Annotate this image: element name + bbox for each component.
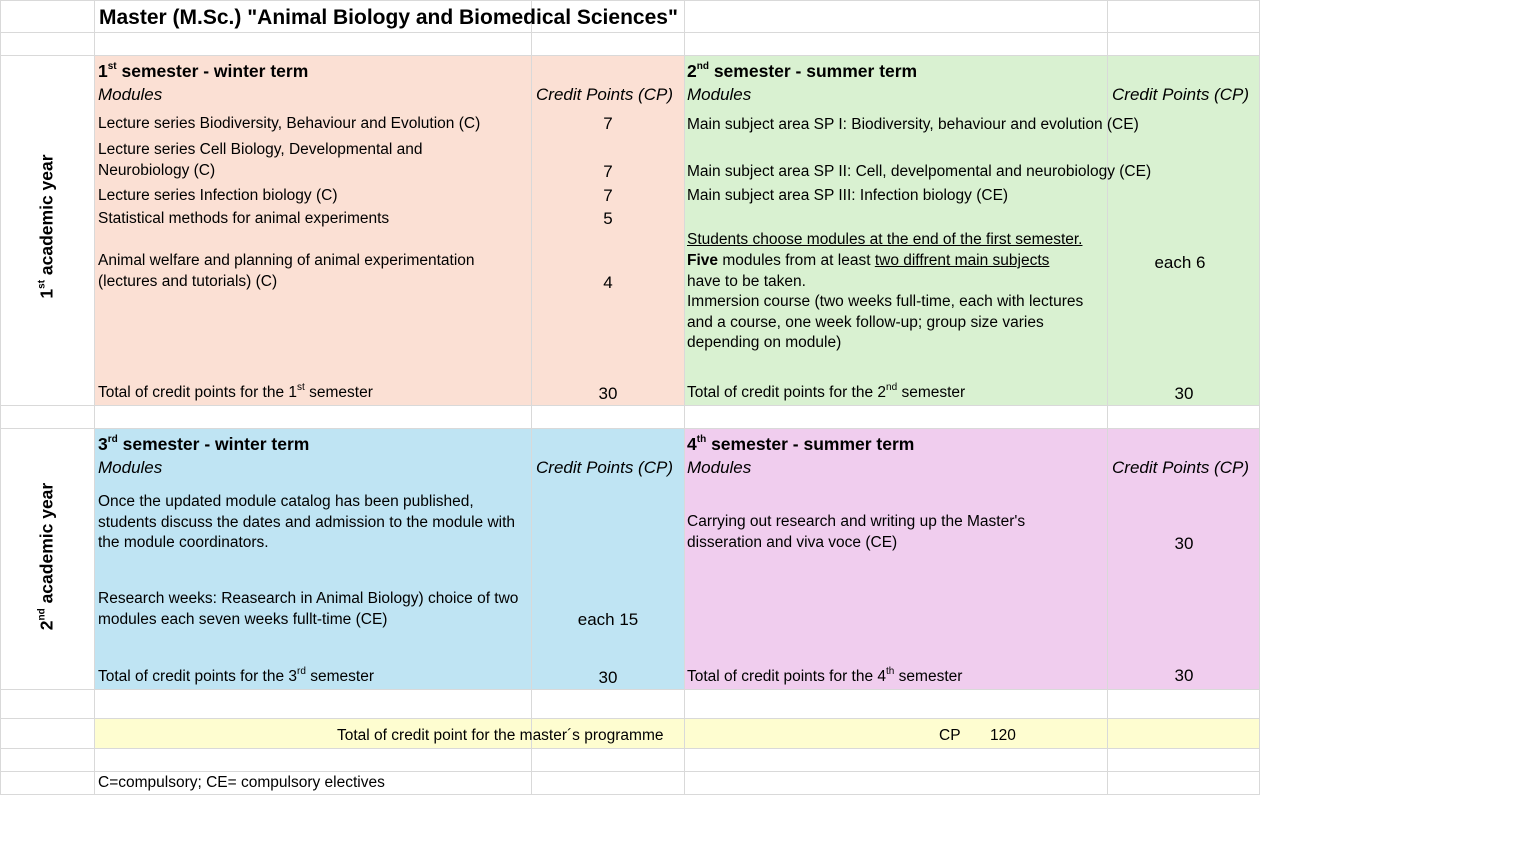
semester2-cp-label: Credit Points (CP) bbox=[1112, 85, 1249, 104]
programme-total-unit: CP bbox=[939, 727, 961, 744]
semester2-module-1: Main subject area SP I: Biodiversity, behaviour and evolution (CE) bbox=[687, 116, 1139, 133]
semester1-cp-1: 7 bbox=[603, 114, 613, 133]
semester2-modules-label: Modules bbox=[687, 85, 752, 104]
semester3-heading: 3rd semester - winter term bbox=[98, 434, 310, 454]
semester2-taken-note: have to be taken. bbox=[687, 273, 806, 290]
semester2-total-label: Total of credit points for the 2nd semester bbox=[687, 381, 966, 401]
semester4-total-cp: 30 bbox=[1174, 666, 1194, 685]
semester1-modules-label: Modules bbox=[98, 85, 163, 104]
semester4-thesis: Carrying out research and writing up the Master's disseration and viva voce (CE) bbox=[687, 513, 1026, 551]
semester2-each-cp: each 6 bbox=[1154, 253, 1206, 272]
semester1-cp-5: 4 bbox=[603, 273, 613, 292]
semester1-module-5: Animal welfare and planning of animal experimentation (lectures and tutorials) (C) bbox=[98, 252, 475, 290]
semester3-research-weeks: Research weeks: Reasearch in Animal Biology) choice of two modules each seven weeks fullt-time (CE) bbox=[98, 590, 519, 628]
semester1-module-1: Lecture series Biodiversity, Behaviour and Evolution (C) bbox=[98, 115, 481, 132]
programme-total-label: Total of credit point for the master´s programme bbox=[337, 727, 664, 744]
semester4-thesis-cp: 30 bbox=[1174, 534, 1194, 553]
semester3-cp-label: Credit Points (CP) bbox=[536, 458, 673, 477]
year-label-first: 1st academic year bbox=[36, 154, 57, 299]
semester4-heading: 4th semester - summer term bbox=[687, 434, 915, 454]
semester2-module-3: Main subject area SP III: Infection biology (CE) bbox=[687, 187, 1009, 204]
semester1-cp-2: 7 bbox=[603, 162, 613, 181]
semester2-total-cp: 30 bbox=[1174, 384, 1194, 403]
semester1-module-4: Statistical methods for animal experiments bbox=[98, 210, 390, 227]
semester3-modules-label: Modules bbox=[98, 458, 163, 477]
semester1-cp-4: 5 bbox=[603, 209, 613, 228]
semester3-total-label: Total of credit points for the 3rd semester bbox=[98, 665, 374, 685]
year-label-second: 2nd academic year bbox=[36, 482, 57, 631]
semester4-modules-label: Modules bbox=[687, 458, 752, 477]
semester1-total-cp: 30 bbox=[598, 384, 618, 403]
semester3-total-cp: 30 bbox=[598, 668, 618, 687]
semester1-module-3: Lecture series Infection biology (C) bbox=[98, 187, 338, 204]
semester2-immersion-note: Immersion course (two weeks full-time, each with lectures and a course, one week follow-up; group size varies depending on module) bbox=[687, 293, 1084, 351]
semester1-total-label: Total of credit points for the 1st semester bbox=[98, 381, 373, 401]
semester1-cp-3: 7 bbox=[603, 186, 613, 205]
semester1-module-2: Lecture series Cell Biology, Developmental and Neurobiology (C) bbox=[98, 141, 423, 179]
page-title: Master (M.Sc.) "Animal Biology and Biomedical Sciences" bbox=[99, 6, 678, 29]
semester1-heading: 1st semester - winter term bbox=[98, 61, 309, 81]
legend-note: C=compulsory; CE= compulsory electives bbox=[98, 774, 385, 791]
semester4-total-label: Total of credit points for the 4th semester bbox=[687, 665, 963, 685]
semester3-catalog-note: Once the updated module catalog has been published, students discuss the dates and admission to the module with the module coordinators. bbox=[98, 493, 516, 551]
semester2-module-2: Main subject area SP II: Cell, develpomental and neurobiology (CE) bbox=[687, 163, 1152, 180]
semester4-cp-label: Credit Points (CP) bbox=[1112, 458, 1249, 477]
programme-total-value: 120 bbox=[990, 727, 1016, 744]
semester2-heading: 2nd semester - summer term bbox=[687, 61, 918, 81]
semester1-cp-label: Credit Points (CP) bbox=[536, 85, 673, 104]
semester3-each-cp: each 15 bbox=[577, 610, 639, 629]
semester2-choice-note: Students choose modules at the end of the first semester. bbox=[687, 231, 1083, 248]
semester2-five-modules-note: Five modules from at least two diffrent main subjects bbox=[687, 252, 1050, 269]
